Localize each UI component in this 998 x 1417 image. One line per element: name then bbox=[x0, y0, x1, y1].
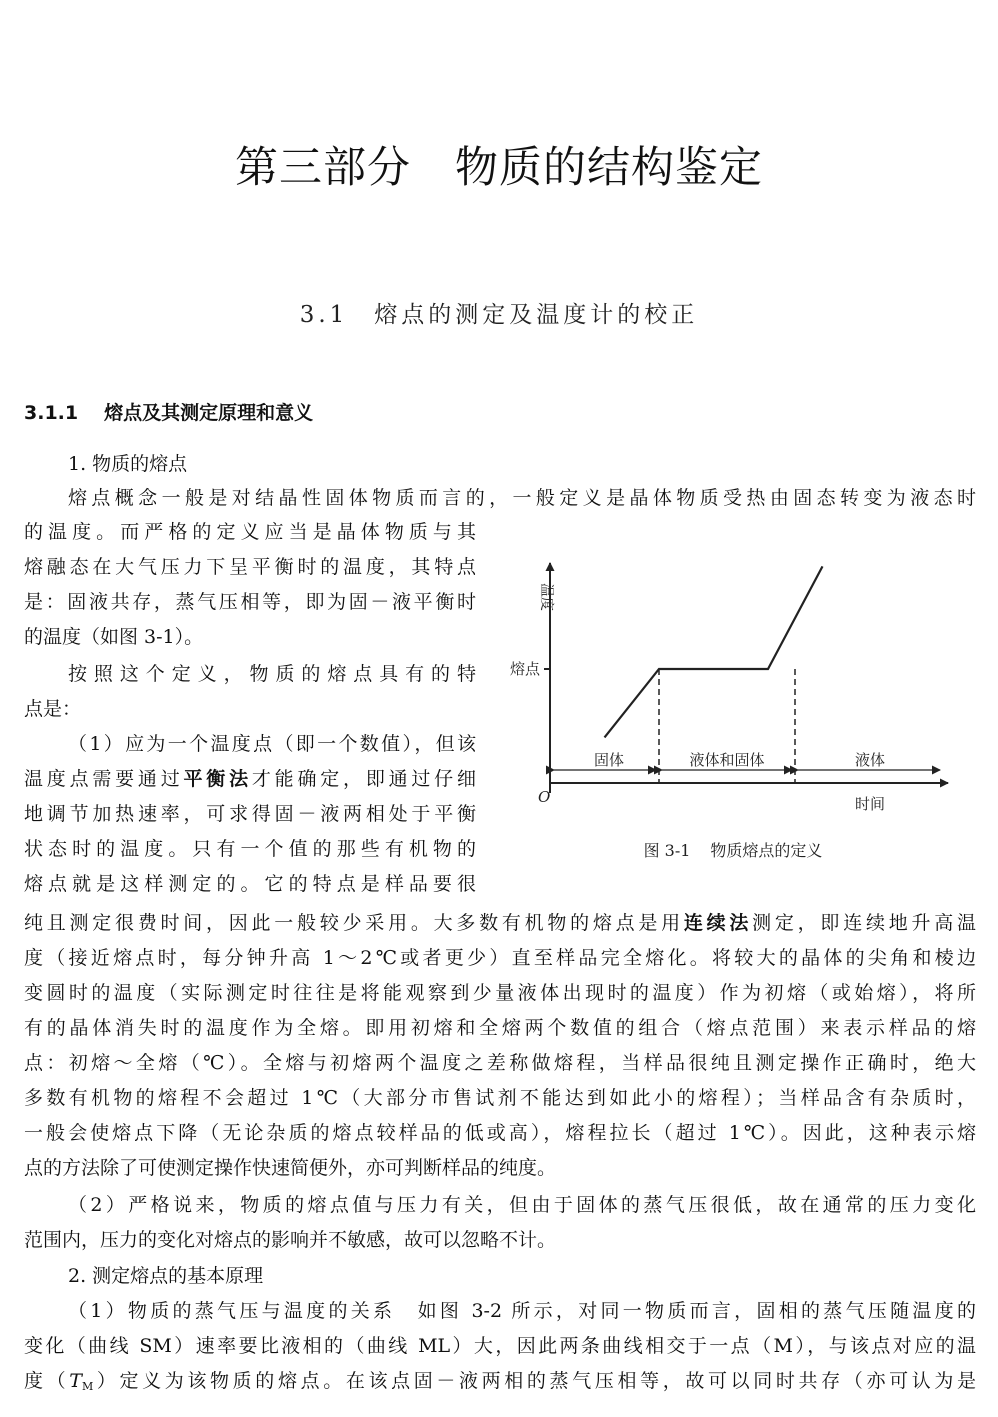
paragraph-line: 一般会使熔点下降（无论杂质的熔点较样品的低或高），熔程拉长（超过 1℃）。因此，这种表示熔 bbox=[24, 1122, 976, 1144]
subsection-heading bbox=[24, 398, 313, 425]
text-run: 测定，即连续地升高温 bbox=[752, 912, 976, 934]
paragraph-line bbox=[24, 910, 976, 936]
subscript-m: M bbox=[81, 1380, 94, 1393]
bold-term: 连续法 bbox=[683, 912, 753, 934]
text-run: 度（ bbox=[24, 1370, 70, 1392]
section-number: 3.1 bbox=[299, 302, 349, 328]
paragraph-line: （1）物质的蒸气压与温度的关系 如图 3-2 所示，对同一物质而言，固相的蒸气压随温度的 bbox=[68, 1300, 976, 1322]
paragraph-line: 的温度（如图 3-1）。 bbox=[24, 626, 204, 648]
region-label-solid: 固体 bbox=[593, 751, 625, 769]
part-label: 第三部分 bbox=[235, 143, 411, 193]
paragraph-line: 按照这个定义，物质的熔点具有的特 bbox=[68, 663, 476, 685]
part-subject: 物质的结构鉴定 bbox=[455, 143, 763, 193]
paragraph-line: （1）应为一个温度点（即一个数值），但该 bbox=[68, 733, 476, 755]
paragraph-line: 熔点概念一般是对结晶性固体物质而言的，一般定义是晶体物质受热由固态转变为液态时 bbox=[68, 487, 976, 509]
symbol-t: T bbox=[69, 1370, 82, 1392]
paragraph-line: （2）严格说来，物质的熔点值与压力有关，但由于固体的蒸气压很低，故在通常的压力变化 bbox=[68, 1194, 976, 1216]
paragraph-line: 熔点就是这样测定的。它的特点是样品要很 bbox=[24, 873, 476, 895]
paragraph-line: 变圆时的温度（实际测定时往往是将能观察到少量液体出现时的温度）作为初熔（或始熔），将所 bbox=[24, 982, 976, 1004]
paragraph-line: 点是： bbox=[24, 698, 82, 720]
section-name: 熔点的测定及温度计的校正 bbox=[374, 302, 699, 328]
subsection-number: 3.1.1 bbox=[24, 402, 79, 424]
part-title bbox=[0, 134, 998, 195]
paragraph-line: 地调节加热速率，可求得固－液两相处于平衡 bbox=[24, 803, 476, 825]
text-run: 温度点需要通过 bbox=[24, 768, 184, 790]
region-label-mixed: 液体和固体 bbox=[689, 751, 765, 769]
caption-number: 图 3-1 bbox=[643, 841, 691, 860]
temperature-curve bbox=[605, 566, 823, 737]
melting-point-label: 熔点 bbox=[510, 660, 541, 678]
paragraph-line bbox=[24, 766, 476, 792]
paragraph-line: 多数有机物的熔程不会超过 1℃（大部分市售试剂不能达到如此小的熔程）；当样品含有杂质时， bbox=[24, 1087, 976, 1109]
region-label-liquid: 液体 bbox=[854, 751, 886, 769]
melting-point-figure bbox=[508, 555, 958, 827]
paragraph-line: 点的方法除了可使测定操作快速简便外，亦可判断样品的纯度。 bbox=[24, 1157, 557, 1179]
text-run: 才能确定，即通过仔细 bbox=[251, 768, 476, 790]
paragraph-line: 的温度。而严格的定义应当是晶体物质与其 bbox=[24, 521, 476, 543]
paragraph-line: 点：初熔～全熔（℃）。全熔与初熔两个温度之差称做熔程，当样品很纯且测定操作正确时，绝大 bbox=[24, 1052, 976, 1074]
subsection-name: 熔点及其测定原理和意义 bbox=[104, 402, 314, 424]
bold-term: 平衡法 bbox=[183, 768, 252, 790]
paragraph-line: 状态时的温度。只有一个值的那些有机物的 bbox=[24, 838, 476, 860]
y-axis-label: 温度 bbox=[538, 583, 554, 611]
paragraph-line: 范围内，压力的变化对熔点的影响并不敏感，故可以忽略不计。 bbox=[24, 1229, 557, 1251]
paragraph-line: 熔融态在大气压力下呈平衡时的温度，其特点 bbox=[24, 556, 476, 578]
item-heading-2: 2. 测定熔点的基本原理 bbox=[68, 1265, 264, 1287]
item-heading-1: 1. 物质的熔点 bbox=[68, 453, 188, 475]
origin-label: O bbox=[538, 788, 551, 806]
section-title bbox=[0, 296, 998, 329]
paragraph-line: 是：固液共存，蒸气压相等，即为固－液平衡时 bbox=[24, 591, 476, 613]
paragraph-line: 度（接近熔点时，每分钟升高 1～2℃或者更少）直至样品完全熔化。将较大的晶体的尖角和棱边 bbox=[24, 947, 976, 969]
text-run: 纯且测定很费时间，因此一般较少采用。大多数有机物的熔点是用 bbox=[24, 912, 684, 934]
paragraph-line: 变化（曲线 SM）速率要比液相的（曲线 ML）大，因此两条曲线相交于一点（M），与该点对应的温 bbox=[24, 1335, 976, 1357]
paragraph-line: 有的晶体消失时的温度作为全熔。即用初熔和全熔两个数值的组合（熔点范围）来表示样品的熔 bbox=[24, 1017, 976, 1039]
figure-caption bbox=[508, 838, 958, 861]
paragraph-line bbox=[24, 1368, 976, 1400]
text-run: ）定义为该物质的熔点。在该点固－液两相的蒸气压相等，故可以同时共存（亦可认为是 bbox=[93, 1370, 976, 1392]
caption-text: 物质熔点的定义 bbox=[710, 841, 823, 860]
x-axis-label: 时间 bbox=[854, 795, 886, 813]
